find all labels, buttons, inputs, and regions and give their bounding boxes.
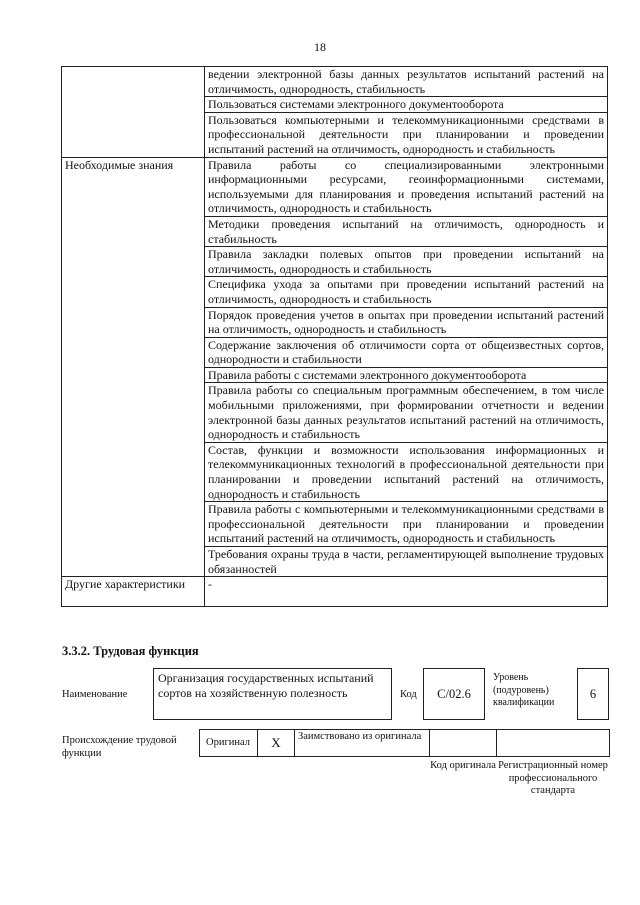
level-value: 6	[577, 668, 609, 720]
table-cell: Пользоваться системами электронного документооборота	[205, 97, 608, 113]
original-label: Оригинал	[200, 730, 258, 756]
table-row	[62, 157, 608, 216]
skills-knowledge-table	[61, 66, 608, 607]
origin-table	[199, 729, 610, 757]
table-cell: Правила закладки полевых опытов при проведении испытаний на отличимость, однородность и стабильность	[205, 247, 608, 277]
reg-number-caption: Регистрационный номер профессионального стандарта	[498, 760, 608, 796]
other-characteristics-value: -	[205, 577, 608, 607]
code-original-caption: Код оригинала	[430, 760, 496, 771]
page-number: 18	[314, 40, 326, 54]
table-cell: Правила работы со специальным программным обеспечением, в том числе мобильными приложениями, при формировании отчетности и ведении электронной базы данных результатов испытаний растений на отличимость, однородность и стабильность	[205, 383, 608, 442]
table-cell: Требования охраны труда в части, регламентирующей выполнение трудовых обязанностей	[205, 547, 608, 577]
table-row	[62, 67, 608, 97]
name-value: Организация государственных испытаний сортов на хозяйственную полезность	[153, 668, 392, 720]
table-row	[62, 577, 608, 607]
other-characteristics-label: Другие характеристики	[62, 577, 205, 607]
origin-label: Происхождение трудовой функции	[62, 735, 177, 759]
table-cell: Методики проведения испытаний на отличимость, однородность и стабильность	[205, 216, 608, 246]
table-cell: Правила работы со специализированными электронными информационными ресурсами, геоинформационными системами, используемыми для планирования и проведения испытаний растений на отличимость, однородность и стабильность	[205, 157, 608, 216]
table-cell: Правила работы с системами электронного документооборота	[205, 367, 608, 383]
code-original-cell	[430, 730, 497, 756]
borrowed-label: Заимствовано из оригинала	[295, 730, 430, 756]
level-label: Уровень (подуровень) квалификации	[493, 672, 555, 708]
code-label: Код	[400, 689, 417, 700]
name-label: Наименование	[62, 689, 128, 700]
table-label-cell	[62, 67, 205, 158]
table-cell: Порядок проведения учетов в опытах при проведении испытаний растений на отличимость, однородность и стабильность	[205, 307, 608, 337]
original-mark: X	[258, 730, 295, 756]
table-cell: Пользоваться компьютерными и телекоммуникационными средствами в профессиональной деятельности при планировании и проведении испытаний растений на отличимость, однородность и стабильность	[205, 112, 608, 157]
table-cell: ведении электронной базы данных результатов испытаний растений на отличимость, однородность, стабильность	[205, 67, 608, 97]
table-cell: Содержание заключения об отличимости сорта от общеизвестных сортов, однородности и стабильности	[205, 337, 608, 367]
table-cell: Состав, функции и возможности использования информационных и телекоммуникационных технологий в профессиональной деятельности при планировании и проведении испытаний растений на отличимость, однородность и стабильность	[205, 442, 608, 501]
table-cell: Правила работы с компьютерными и телекоммуникационными средствами в профессиональной деятельности при планировании и проведении испытаний растений на отличимость, однородность и стабильность	[205, 502, 608, 547]
reg-number-cell	[497, 730, 609, 756]
section-title: 3.3.2. Трудовая функция	[62, 644, 199, 658]
table-cell: Специфика ухода за опытами при проведении испытаний растений на отличимость, однородность и стабильность	[205, 277, 608, 307]
knowledge-label: Необходимые знания	[62, 157, 205, 577]
code-value: C/02.6	[423, 668, 485, 720]
